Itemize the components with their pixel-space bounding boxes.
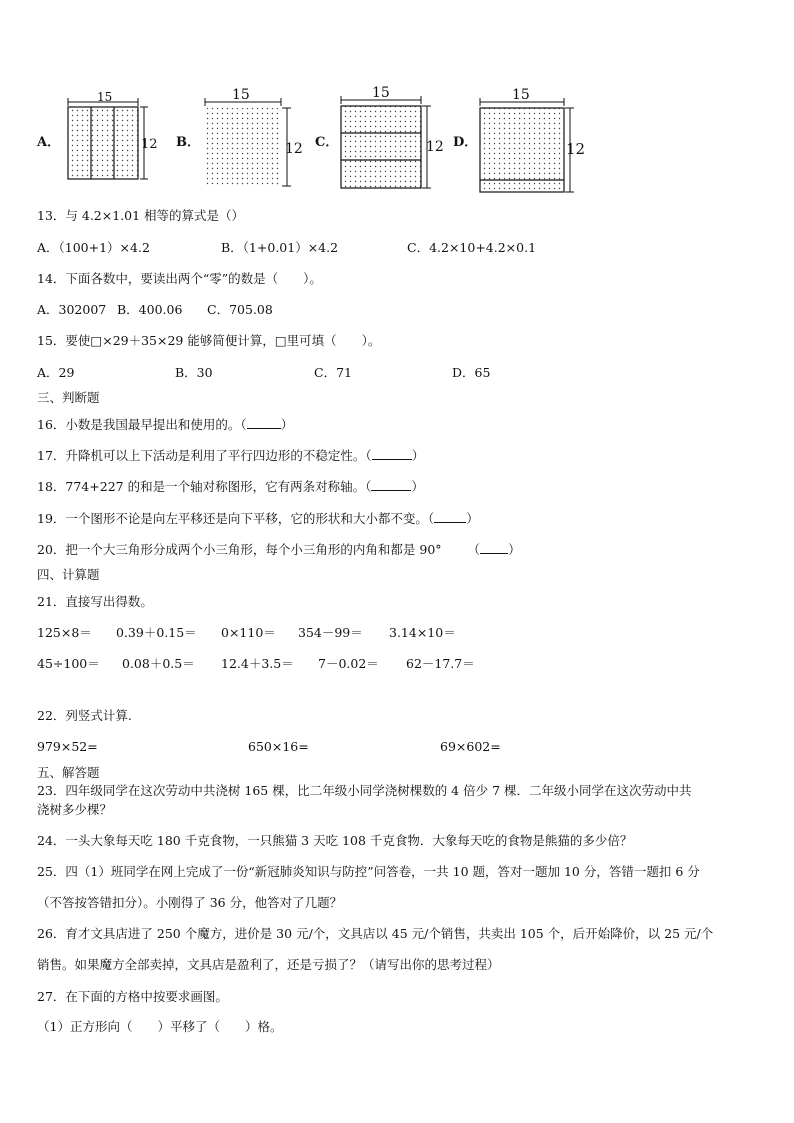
q21-r2-c3: 12.4＋3.5＝ bbox=[221, 656, 294, 671]
q27-sub-1: （1）正方形向（ ）平移了（ ）格。 bbox=[37, 1019, 283, 1034]
section-word-problems-heading: 五、解答题 bbox=[37, 765, 100, 780]
q26-line-2: 销售。如果魔方全部卖掉，文具店是盈利了，还是亏损了？（请写出你的思考过程） bbox=[37, 957, 500, 972]
figure-b-rect bbox=[195, 86, 305, 192]
q16-text: 16．小数是我国最早提出和使用的。 bbox=[37, 417, 241, 432]
q21-r2-c4: 7－0.02＝ bbox=[318, 656, 379, 671]
q16-answer-blank[interactable]: （ ） bbox=[240, 417, 294, 432]
figure-b-width: 15 bbox=[232, 87, 250, 103]
q20-answer-blank[interactable]: （ ） bbox=[467, 542, 521, 557]
q18-line bbox=[37, 478, 424, 495]
q21-r1-c4: 354－99＝ bbox=[298, 625, 363, 640]
q14-option-b[interactable]: B．400.06 bbox=[117, 302, 183, 317]
q23-line-2: 浇树多少棵？ bbox=[37, 802, 113, 817]
figure-c-width: 15 bbox=[372, 85, 390, 101]
q13-option-c[interactable]: C．4.2×10+4.2×0.1 bbox=[407, 240, 537, 255]
q14-stem: 14．下面各数中，要读出两个“零”的数是（ ）。 bbox=[37, 271, 322, 286]
q18-answer-blank[interactable]: （ ） bbox=[365, 479, 424, 494]
q27-stem: 27．在下面的方格中按要求画图。 bbox=[37, 989, 228, 1004]
q21-r2-c1: 45÷100＝ bbox=[37, 656, 100, 671]
q19-line bbox=[37, 510, 479, 527]
figure-c-letter: C． bbox=[315, 135, 339, 150]
q21-r1-c2: 0.39＋0.15＝ bbox=[116, 625, 197, 640]
q22-stem: 22．列竖式计算. bbox=[37, 708, 132, 723]
q22-item-3: 69×602= bbox=[440, 739, 501, 754]
q18-text: 18．774+227 的和是一个轴对称图形，它有两条对称轴。 bbox=[37, 479, 366, 494]
q25-line-2: （不答按答错扣分）。小刚得了 36 分，他答对了几题？ bbox=[37, 895, 343, 910]
figure-a-letter: A． bbox=[37, 135, 61, 150]
q15-option-d[interactable]: D．65 bbox=[452, 365, 491, 380]
q15-stem: 15．要使□×29＋35×29 能够简便计算，□里可填（ ）。 bbox=[37, 333, 381, 348]
q14-option-c[interactable]: C．705.08 bbox=[207, 302, 273, 317]
figure-d-width: 15 bbox=[512, 87, 530, 103]
q21-r1-c3: 0×110＝ bbox=[221, 625, 276, 640]
q20-line bbox=[37, 541, 521, 558]
figure-a-height: 12 bbox=[141, 137, 158, 152]
q15-option-b[interactable]: B．30 bbox=[175, 365, 213, 380]
q14-option-a[interactable]: A．302007 bbox=[37, 302, 107, 317]
q17-answer-blank[interactable]: （ ） bbox=[365, 448, 425, 463]
q21-r2-c5: 62－17.7＝ bbox=[406, 656, 475, 671]
q19-answer-blank[interactable]: （ ） bbox=[427, 511, 479, 526]
q13-stem: 13．与 4.2×1.01 相等的算式是（） bbox=[37, 208, 245, 223]
figure-b-letter: B． bbox=[176, 135, 200, 150]
q13-option-a[interactable]: A．（100+1）×4.2 bbox=[37, 240, 150, 255]
q22-item-2: 650×16= bbox=[248, 739, 309, 754]
q15-option-c[interactable]: C．71 bbox=[314, 365, 352, 380]
figure-d-letter: D． bbox=[453, 135, 478, 150]
q22-item-1: 979×52= bbox=[37, 739, 98, 754]
q17-text: 17．升降机可以上下活动是利用了平行四边形的不稳定性。 bbox=[37, 448, 366, 463]
section-judgement-heading: 三、判断题 bbox=[37, 390, 100, 405]
q13-option-b[interactable]: B．（1+0.01）×4.2 bbox=[221, 240, 339, 255]
q20-text: 20．把一个大三角形分成两个小三角形，每个小三角形的内角和都是 90° bbox=[37, 542, 442, 557]
q23-line-1: 23．四年级同学在这次劳动中共浇树 165 棵，比二年级小同学浇树棵数的 4 倍少 7 棵．二年级小同学在这次劳动中共 bbox=[37, 783, 692, 798]
q21-stem: 21．直接写出得数。 bbox=[37, 594, 153, 609]
figure-d-height: 12 bbox=[566, 140, 586, 158]
q21-r1-c5: 3.14×10＝ bbox=[389, 625, 456, 640]
q21-r2-c2: 0.08＋0.5＝ bbox=[122, 656, 195, 671]
q25-line-1: 25．四（1）班同学在网上完成了一份“新冠肺炎知识与防控”问答卷，一共 10 题，答对一题加 10 分，答错一题扣 6 分 bbox=[37, 864, 700, 879]
q17-line bbox=[37, 447, 424, 464]
section-calculation-heading: 四、计算题 bbox=[37, 567, 100, 582]
q15-option-a[interactable]: A．29 bbox=[37, 365, 75, 380]
figure-b-height: 12 bbox=[285, 141, 303, 157]
figure-a-width: 15 bbox=[97, 90, 113, 104]
q19-text: 19．一个图形不论是向左平移还是向下平移，它的形状和大小都不变。 bbox=[37, 511, 428, 526]
q26-line-1: 26．育才文具店进了 250 个魔方，进价是 30 元/个，文具店以 45 元/个销售，共卖出 105 个，后开始降价，以 25 元/个 bbox=[37, 926, 714, 941]
q21-r1-c1: 125×8＝ bbox=[37, 625, 92, 640]
q16-line bbox=[37, 416, 293, 433]
figure-c-height: 12 bbox=[426, 139, 444, 155]
q24-text: 24．一头大象每天吃 180 千克食物，一只熊猫 3 天吃 108 千克食物．大象每天吃的食物是熊猫的多少倍？ bbox=[37, 833, 633, 848]
